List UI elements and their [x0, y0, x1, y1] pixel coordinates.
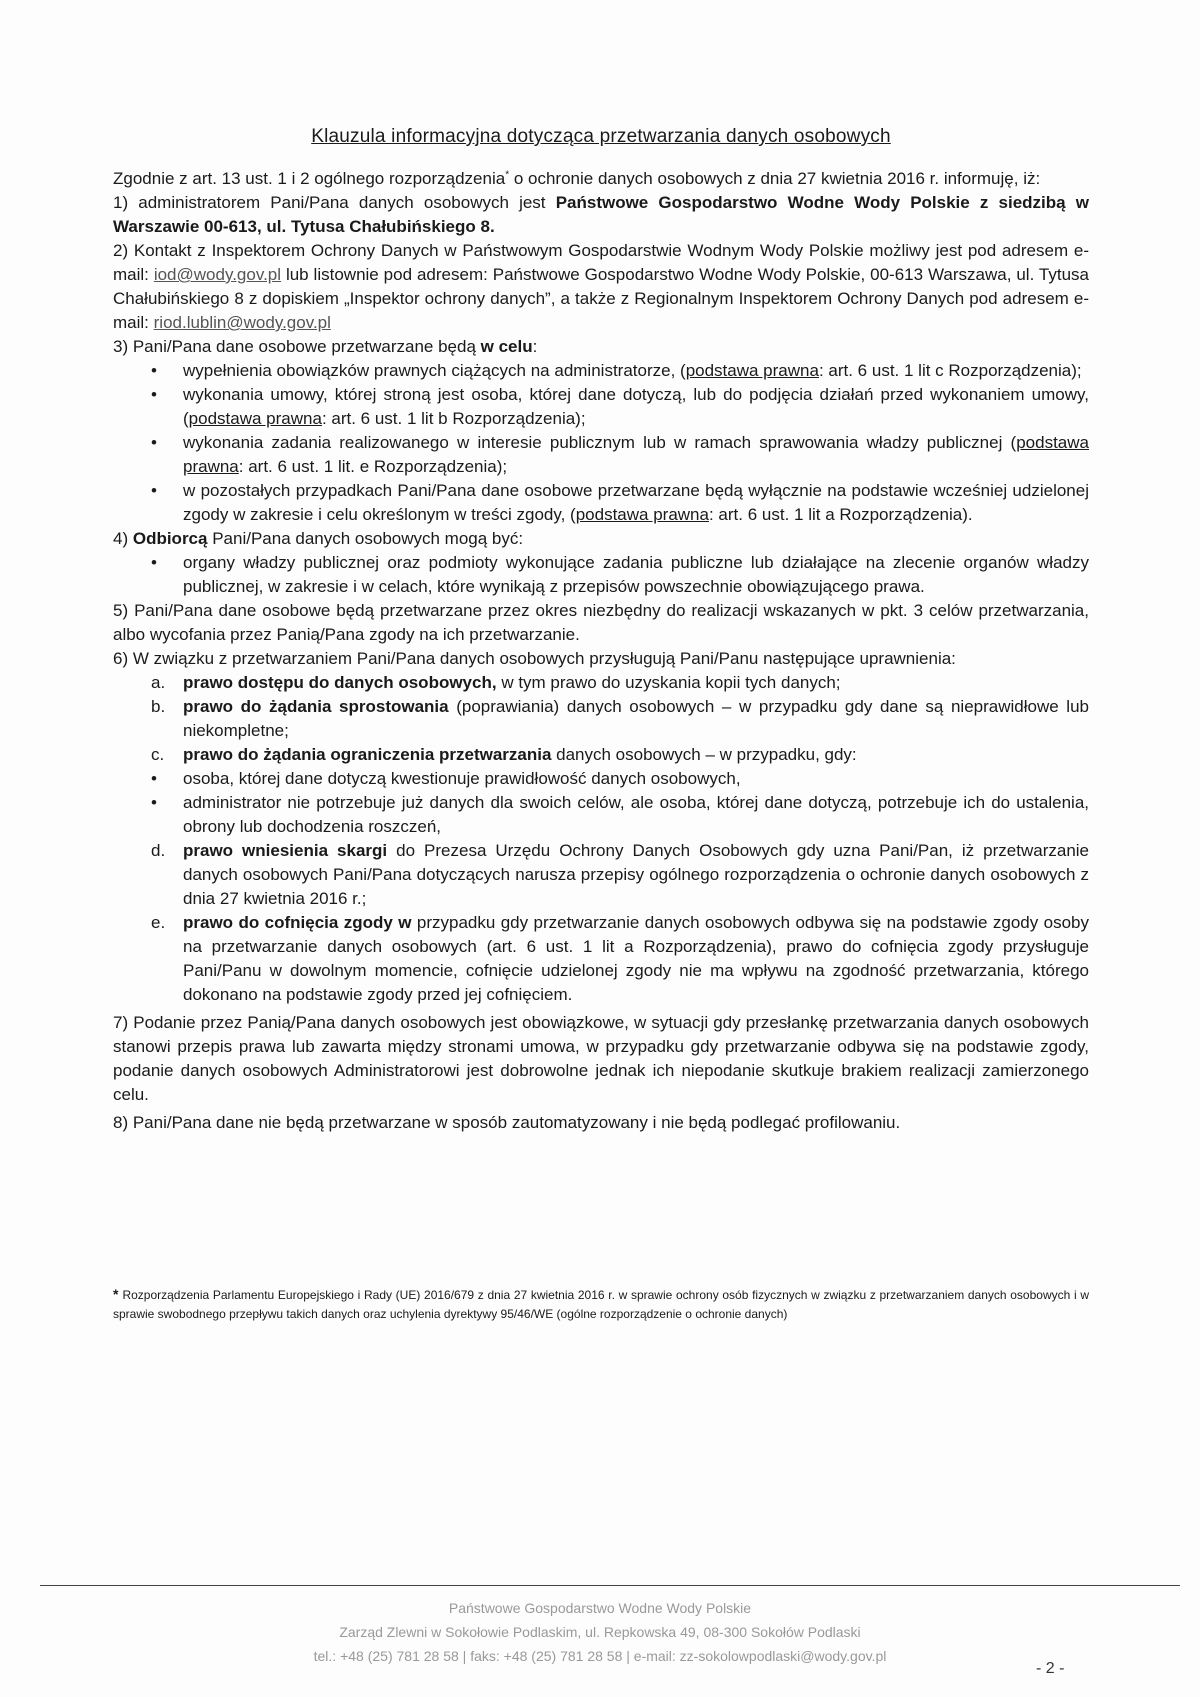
list-item-text: : art. 6 ust. 1 lit c Rozporządzenia);	[818, 361, 1082, 380]
footnote	[113, 1285, 1089, 1324]
right-name: prawo wniesienia skargi	[183, 841, 388, 860]
footnote-text: Rozporządzenia Parlamentu Europejskiego i Rady (UE) 2016/679 z dnia 27 kwietnia 2016 r. w sprawie ochrony osób fizycznych w związku z przetwarzaniem danych osobowych i w sprawie swobodnego przepływu takich danych oraz uchylenia dyrektywy 95/46/WE (ogólne rozporządzenie o ochronie danych)	[113, 1288, 1089, 1321]
riod-email-link[interactable]: riod.lublin@wody.gov.pl	[153, 313, 331, 332]
purpose-list	[113, 359, 1089, 527]
right-text: przypadku gdy przetwarzanie danych osobowych odbywa się na podstawie zgody osoby na przetwarzanie danych osobowych (art. 6 ust. 1 lit a Rozporządzenia), prawo do cofnięcia zgody przysługuje Pani/Panu w dowolnym momencie, cofnięcie udzielonej zgody nie ma wpływu na zgodność przetwarzania, którego dokonano na podstawie zgody przed jej cofnięciem.	[183, 913, 1089, 1004]
point-3-text: 3) Pani/Pana dane osobowe przetwarzane będą	[113, 337, 481, 356]
list-item	[113, 383, 1089, 431]
right-name: prawo do żądania ograniczenia przetwarzania	[183, 745, 552, 764]
rights-list-cont	[113, 839, 1089, 1007]
list-item-text: wykonania zadania realizowanego w interesie publicznym lub w ramach sprawowania władzy publicznej (	[183, 433, 1017, 452]
right-text: w tym prawo do uzyskania kopii tych danych;	[496, 673, 841, 692]
point-2-text: 2) Kontakt z Inspektorem Ochrony Danych w Państwowym Gospodarstwie Wodnym Wody Polskie możliwy jest pod adresem e-mail:	[113, 241, 1089, 284]
point-5: 5) Pani/Pana dane osobowe będą przetwarzane przez okres niezbędny do realizacji wskazanych w pkt. 3 celów przetwarzania, albo wycofania przez Panią/Pana zgody na ich przetwarzanie.	[113, 601, 1089, 644]
restriction-conditions-list	[113, 767, 1089, 839]
right-text: (poprawiania) danych osobowych – w przypadku gdy dane są nieprawidłowe lub niekompletne;	[183, 697, 1089, 740]
intro-text-cont: o ochronie danych osobowych z dnia 27 kwietnia 2016 r. informuję, iż:	[509, 169, 1041, 188]
right-name: prawo do cofnięcia zgody w	[183, 913, 412, 932]
list-item-text: wykonania umowy, której stroną jest osoba, której dane dotyczą, lub do podjęcia działań przed wykonaniem umowy, (	[183, 385, 1089, 428]
point-2	[113, 239, 1089, 335]
list-marker: c.	[151, 745, 165, 764]
iod-email-link[interactable]: iod@wody.gov.pl	[153, 265, 282, 284]
list-item: • osoba, której dane dotyczą kwestionuje prawidłowość danych osobowych,	[113, 767, 1089, 791]
point-4-text: Pani/Pana danych osobowych mogą być:	[207, 529, 524, 548]
point-4	[113, 527, 1089, 551]
point-3-bold: w celu	[480, 337, 533, 356]
list-item-text: : art. 6 ust. 1 lit b Rozporządzenia);	[321, 409, 586, 428]
intro-paragraph	[113, 167, 1089, 191]
point-4-bold: Odbiorcą	[132, 529, 208, 548]
right-text: do Prezesa Urzędu Ochrony Danych Osobowych gdy uzna Pani/Pan, iż przetwarzanie danych osobowych Pani/Pana dotyczących narusza przepisy ogólnego rozporządzenia o ochronie danych osobowych z dnia 27 kwietnia 2016 r.;	[183, 841, 1090, 908]
point-3-colon: :	[532, 337, 538, 356]
point-8: 8) Pani/Pana dane nie będą przetwarzane w sposób zautomatyzowany i nie będą podlegać profilowaniu.	[113, 1113, 901, 1132]
legal-basis-label: podstawa prawna	[575, 505, 709, 524]
point-6: 6) W związku z przetwarzaniem Pani/Pana danych osobowych przysługują Pani/Panu następujące uprawnienia:	[113, 649, 956, 668]
intro-text: Zgodnie z art. 13 ust. 1 i 2 ogólnego rozporządzenia	[113, 169, 506, 188]
list-item-text: w pozostałych przypadkach Pani/Pana dane osobowe przetwarzane będą wyłącznie na podstawie wcześniej udzielonej zgody w zakresie i celu określonym w treści zgody, (	[183, 481, 1089, 524]
footer-address: Zarząd Zlewni w Sokołowie Podlaskim, ul. Repkowska 49, 08-300 Sokołów Podlaski	[339, 1624, 861, 1640]
footer-contact: tel.: +48 (25) 781 28 58 | faks: +48 (25) 781 28 58 | e-mail: zz-sokolowpodlaski@wody.gov.pl	[313, 1648, 887, 1664]
list-item-text: : art. 6 ust. 1 lit. e Rozporządzenia);	[238, 457, 508, 476]
footnote-marker: *	[113, 1286, 119, 1302]
list-item: • administrator nie potrzebuje już danych dla swoich celów, ale osoba, której dane dotyczą, potrzebuje ich do ustalenia, obrony lub dochodzenia roszczeń,	[113, 791, 1089, 839]
document-title: Klauzula informacyjna dotycząca przetwarzania danych osobowych	[311, 126, 891, 147]
legal-basis-label: podstawa prawna	[183, 433, 1089, 476]
list-item	[113, 671, 1089, 695]
footer	[0, 1596, 1200, 1668]
right-name: prawo do żądania sprostowania	[183, 697, 449, 716]
legal-basis-label: podstawa prawna	[188, 409, 322, 428]
list-marker: b.	[151, 697, 166, 716]
list-marker: e.	[151, 913, 166, 932]
list-item	[113, 695, 1089, 743]
right-text: danych osobowych – w przypadku, gdy:	[551, 745, 857, 764]
list-item	[113, 743, 1089, 767]
point-2-text-cont: lub listownie pod adresem: Państwowe Gospodarstwo Wodne Wody Polskie, 00-613 Warszawa, ul. Tytusa Chałubińskiego 8 z dopiskiem „Inspektor ochrony danych”, a także z Regionalnym Inspektorem Ochrony Danych pod adresem e-mail:	[113, 265, 1089, 332]
list-item: • organy władzy publicznej oraz podmioty wykonujące zadania publiczne lub działające na zlecenie organów władzy publicznej, w zakresie i w celach, które wynikają z przepisów powszechnie obowiązującego prawa.	[113, 551, 1089, 599]
list-marker: a.	[151, 673, 166, 692]
list-item	[113, 359, 1089, 383]
point-4-num: 4)	[113, 529, 133, 548]
list-item	[113, 911, 1089, 1007]
rights-list	[113, 671, 1089, 767]
list-marker: d.	[151, 841, 166, 860]
recipients-list	[113, 551, 1089, 599]
document-body	[113, 125, 1089, 1135]
footnote-marker: *	[505, 169, 510, 181]
list-item-text: : art. 6 ust. 1 lit a Rozporządzenia).	[708, 505, 973, 524]
administrator-name: Państwowe Gospodarstwo Wodne Wody Polskie z siedzibą w Warszawie 00-613, ul. Tytusa Chałubińskiego 8.	[113, 193, 1089, 236]
point-1	[113, 191, 1089, 239]
legal-basis-label: podstawa prawna	[685, 361, 819, 380]
point-7: 7) Podanie przez Panią/Pana danych osobowych jest obowiązkowe, w sytuacji gdy przesłankę przetwarzania danych osobowych stanowi przepis prawa lub zawarta między stronami umowa, w przypadku gdy przetwarzanie odbywa się na podstawie zgody, podanie danych osobowych Administratorowi jest dobrowolne jednak ich niepodanie skutkuje brakiem realizacji zamierzonego celu.	[113, 1013, 1089, 1104]
right-name: prawo dostępu do danych osobowych,	[183, 673, 497, 692]
list-item	[113, 479, 1089, 527]
page-number: - 2 -	[1036, 1660, 1065, 1677]
list-item-text: wypełnienia obowiązków prawnych ciążących na administratorze, (	[183, 361, 686, 380]
footer-divider	[40, 1585, 1180, 1586]
list-item	[113, 431, 1089, 479]
point-3	[113, 335, 1089, 359]
point-1-text: 1) administratorem Pani/Pana danych osobowych jest	[113, 193, 556, 212]
list-item	[113, 839, 1089, 911]
footer-organization: Państwowe Gospodarstwo Wodne Wody Polskie	[448, 1600, 752, 1616]
